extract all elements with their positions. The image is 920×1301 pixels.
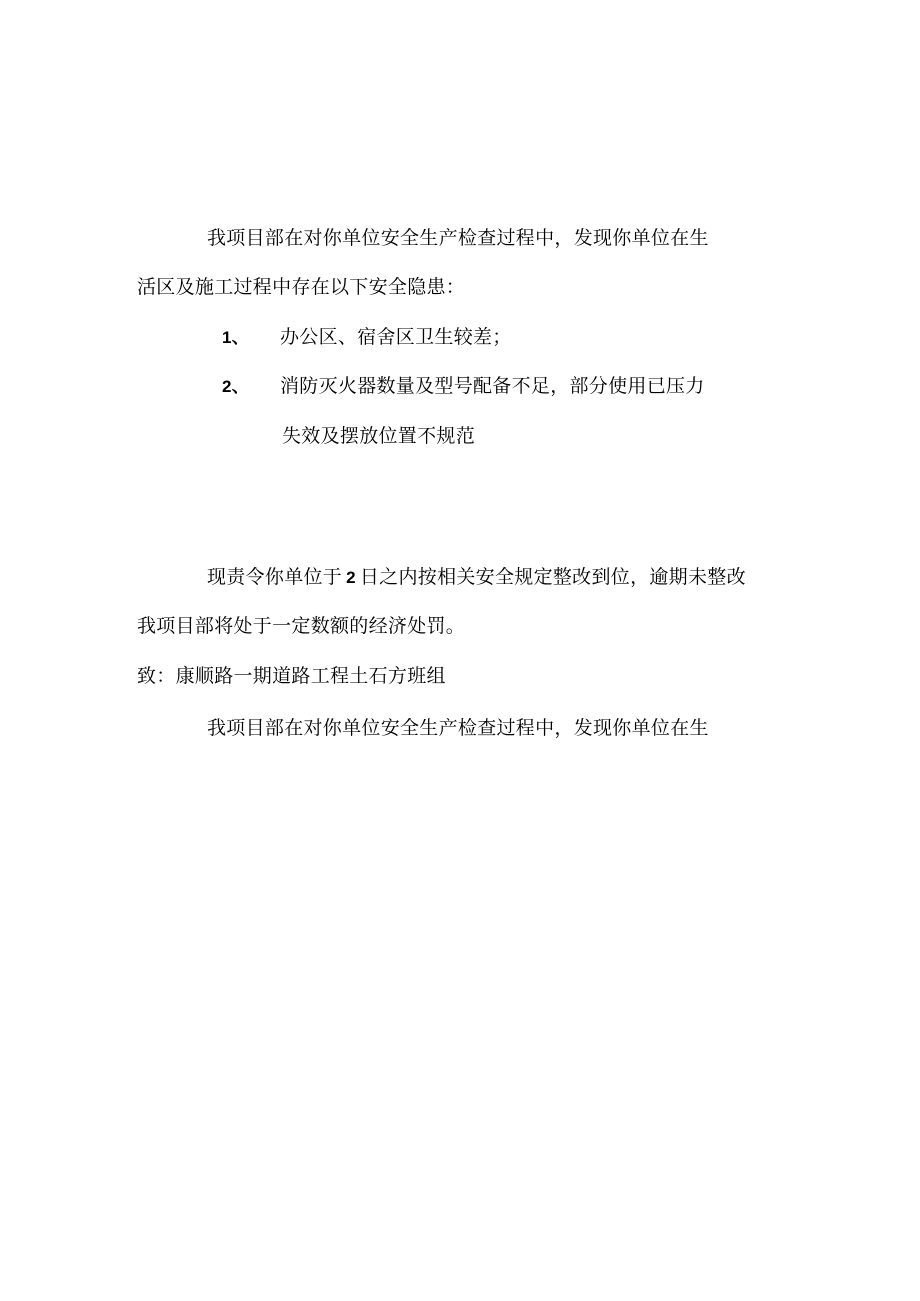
intro-paragraph-line-2: 活区及施工过程中存在以下安全隐患： (137, 276, 466, 298)
order-text-part-2: 日之内按相关安全规定整改到位，逾期未整改 (359, 566, 746, 588)
intro-paragraph-line-1: 我项目部在对你单位安全生产检查过程中，发现你单位在生 (207, 227, 709, 249)
hazard-item-number: 2、 (222, 377, 250, 396)
hazard-item-text: 消防灭火器数量及型号配备不足，部分使用已压力 (280, 375, 705, 397)
repeat-paragraph-line-1: 我项目部在对你单位安全生产检查过程中，发现你单位在生 (207, 717, 709, 739)
hazard-item-1 (222, 325, 512, 350)
order-paragraph-line-1 (207, 565, 746, 590)
hazard-item-2-continuation: 失效及摆放位置不规范 (282, 425, 476, 447)
hazard-item-number: 1、 (222, 328, 250, 347)
recipient-line: 致：康顺路一期道路工程土石方班组 (137, 665, 446, 687)
order-days-number: 2 (346, 568, 356, 587)
hazard-item-2 (222, 374, 705, 399)
order-paragraph-line-2: 我项目部将处于一定数额的经济处罚。 (137, 615, 466, 637)
order-text-part-1: 现责令你单位于 (207, 566, 343, 588)
hazard-item-text: 办公区、宿舍区卫生较差； (280, 326, 512, 348)
